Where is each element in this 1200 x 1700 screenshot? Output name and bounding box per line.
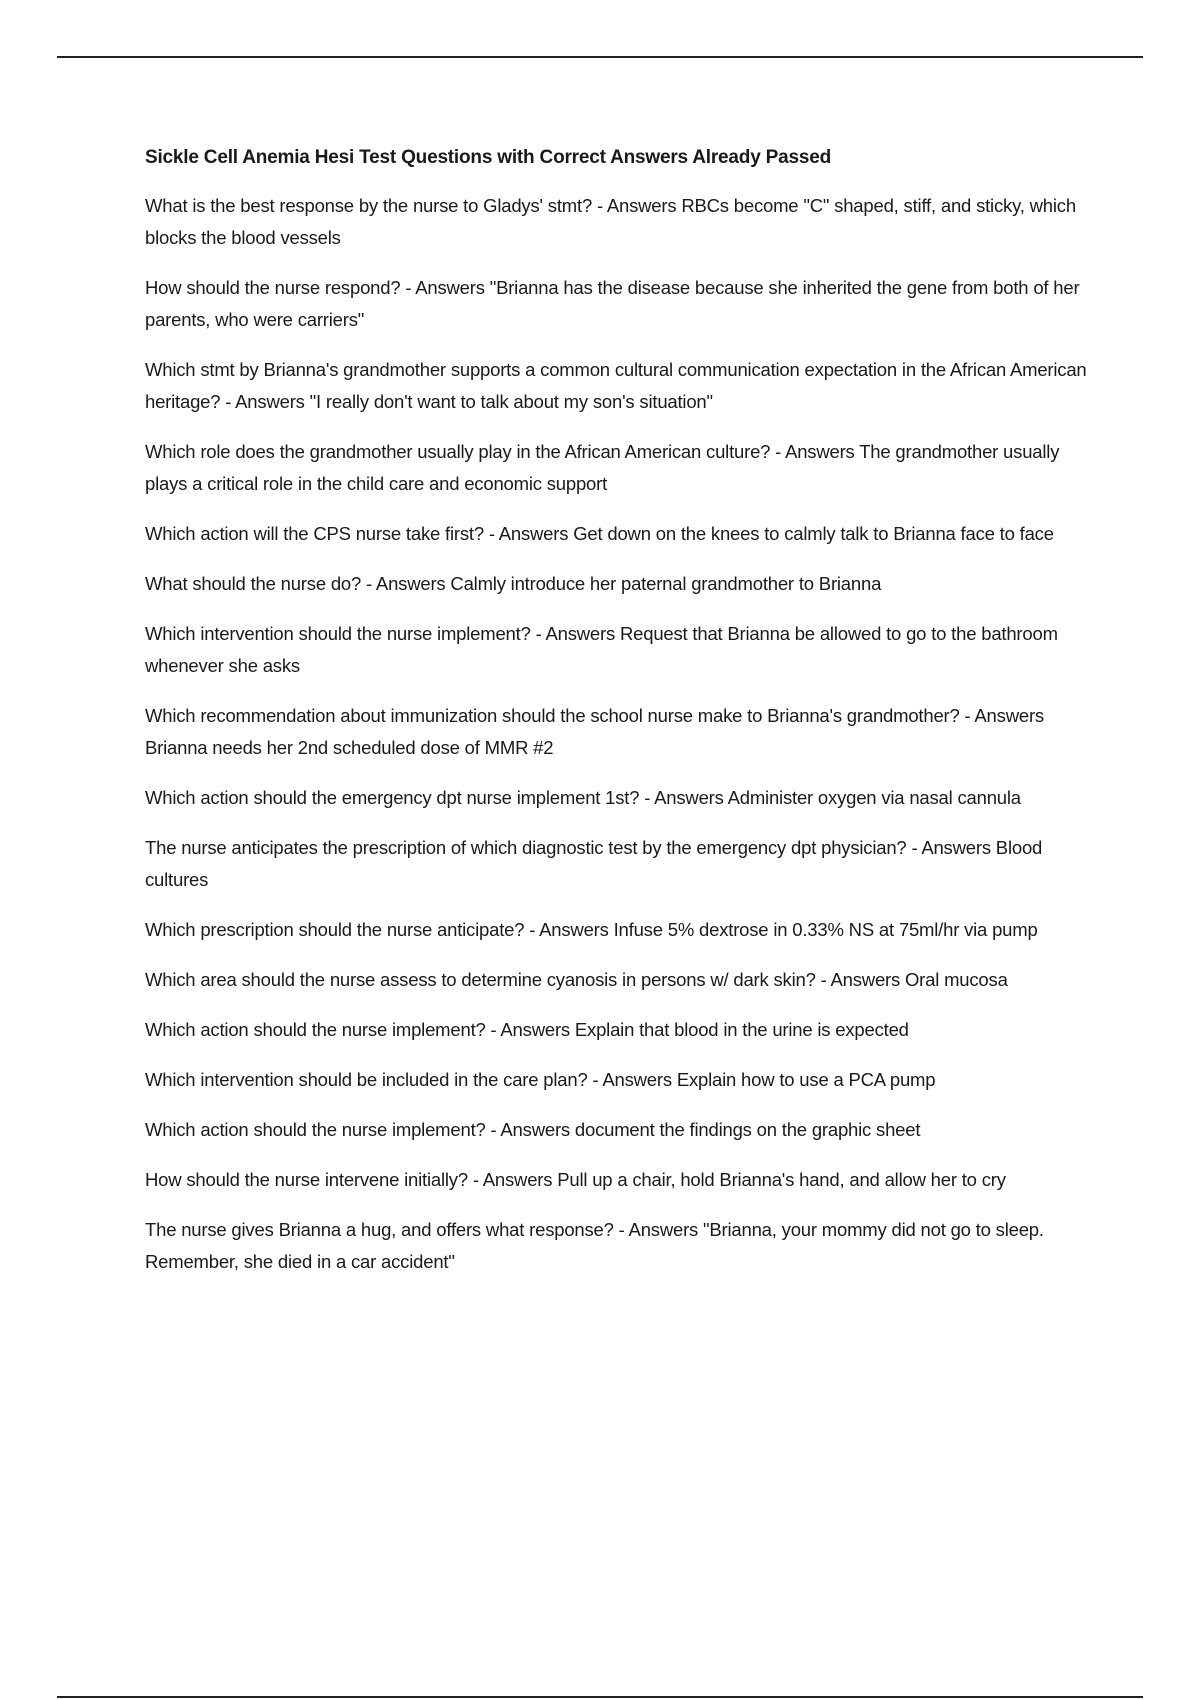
qa-item: Which recommendation about immunization should the school nurse make to Brianna's grandmother? - Answers Brianna needs her 2nd scheduled dose of MMR #2 <box>145 705 1044 758</box>
qa-item: Which action should the nurse implement? - Answers Explain that blood in the urine is expected <box>145 1019 909 1040</box>
qa-item: Which role does the grandmother usually play in the African American culture? - Answers The grandmother usually plays a critical role in the child care and economic support <box>145 441 1060 494</box>
qa-item: Which prescription should the nurse anticipate? - Answers Infuse 5% dextrose in 0.33% NS at 75ml/hr via pump <box>145 919 1038 940</box>
qa-item: Which area should the nurse assess to determine cyanosis in persons w/ dark skin? - Answers Oral mucosa <box>145 969 1008 990</box>
qa-item: How should the nurse intervene initially? - Answers Pull up a chair, hold Brianna's hand, and allow her to cry <box>145 1169 1006 1190</box>
qa-item: The nurse gives Brianna a hug, and offers what response? - Answers "Brianna, your mommy did not go to sleep. Remember, she died in a car accident" <box>145 1219 1044 1272</box>
qa-list <box>145 190 1090 1278</box>
page-top-rule <box>57 56 1143 58</box>
qa-item: What should the nurse do? - Answers Calmly introduce her paternal grandmother to Brianna <box>145 573 882 594</box>
document-title: Sickle Cell Anemia Hesi Test Questions with Correct Answers Already Passed <box>145 147 831 168</box>
qa-item: Which action will the CPS nurse take first? - Answers Get down on the knees to calmly talk to Brianna face to face <box>145 523 1054 544</box>
qa-item: How should the nurse respond? - Answers "Brianna has the disease because she inherited the gene from both of her parents, who were carriers" <box>145 277 1080 330</box>
page-bottom-rule <box>57 1696 1143 1698</box>
qa-item: The nurse anticipates the prescription of which diagnostic test by the emergency dpt physician? - Answers Blood cultures <box>145 837 1043 890</box>
qa-item: Which stmt by Brianna's grandmother supports a common cultural communication expectation in the African American heritage? - Answers "I really don't want to talk about my son's situation" <box>145 359 1087 412</box>
qa-item: Which action should the nurse implement? - Answers document the findings on the graphic sheet <box>145 1119 921 1140</box>
qa-item: What is the best response by the nurse to Gladys' stmt? - Answers RBCs become "C" shaped, stiff, and sticky, which blocks the blood vessels <box>145 195 1076 248</box>
qa-item: Which intervention should the nurse implement? - Answers Request that Brianna be allowed to go to the bathroom whenever she asks <box>145 623 1058 676</box>
qa-item: Which intervention should be included in the care plan? - Answers Explain how to use a PCA pump <box>145 1069 936 1090</box>
qa-item: Which action should the emergency dpt nurse implement 1st? - Answers Administer oxygen via nasal cannula <box>145 787 1021 808</box>
document-body <box>145 144 1090 1296</box>
